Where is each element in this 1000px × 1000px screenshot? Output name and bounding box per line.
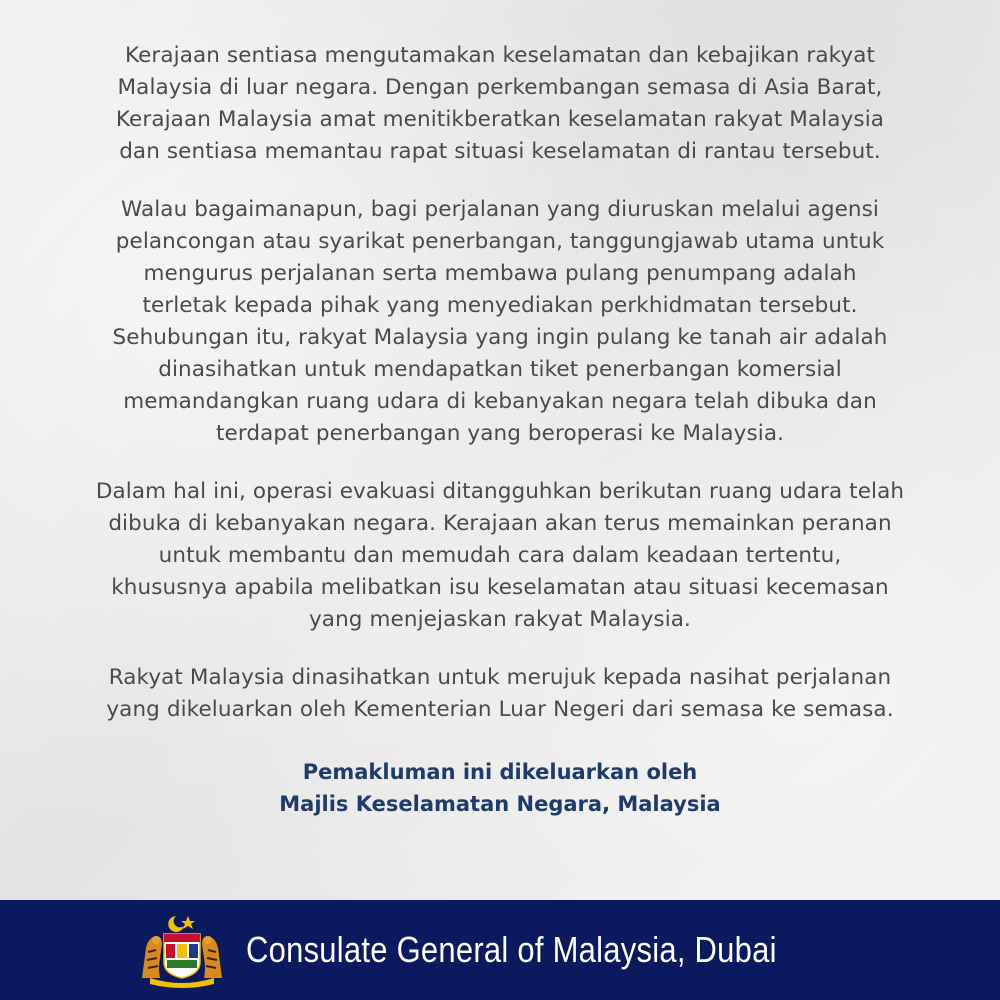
malaysia-coat-of-arms-icon <box>136 912 228 988</box>
footer-banner <box>0 900 1000 1000</box>
paragraph-evacuation-suspended: Dalam hal ini, operasi evakuasi ditangguhkan berikutan ruang udara telah dibuka di kebanyakan negara. Kerajaan akan terus memainkan peranan untuk membantu dan memudah cara dalam keadaan tertentu, khususnya apabila melibatkan isu keselamatan atau situasi kecemasan yang menjejaskan rakyat Malaysia. <box>95 479 905 632</box>
consulate-title: Consulate General of Malaysia, Dubai <box>246 929 778 970</box>
announcement-body <box>30 40 970 820</box>
paragraph-government-priority: Kerajaan sentiasa mengutamakan keselamatan dan kebajikan rakyat Malaysia di luar negara. Dengan perkembangan semasa di Asia Barat, Kerajaan Malaysia amat menitikberatkan keselamatan rakyat Malaysia dan sentiasa memantau rapat situasi keselamatan di rantau tersebut. <box>115 43 885 164</box>
paragraph-travel-responsibility: Walau bagaimanapun, bagi perjalanan yang diuruskan melalui agensi pelancongan atau syarikat penerbangan, tanggungjawab utama untuk mengurus perjalanan serta membawa pulang penumpang adalah terletak kepada pihak yang menyediakan perkhidmatan tersebut. Sehubungan itu, rakyat Malaysia yang ingin pulang ke tanah air adalah dinasihatkan untuk mendapatkan tiket penerbangan komersial memandangkan ruang udara di kebanyakan negara telah dibuka dan terdapat penerbangan yang beroperasi ke Malaysia. <box>112 197 888 446</box>
paragraph-travel-advice: Rakyat Malaysia dinasihatkan untuk merujuk kepada nasihat perjalanan yang dikeluarkan oleh Kementerian Luar Negeri dari semasa ke semasa. <box>106 665 894 722</box>
issuer-notice: Pemakluman ini dikeluarkan oleh Majlis Keselamatan Negara, Malaysia <box>279 760 721 816</box>
